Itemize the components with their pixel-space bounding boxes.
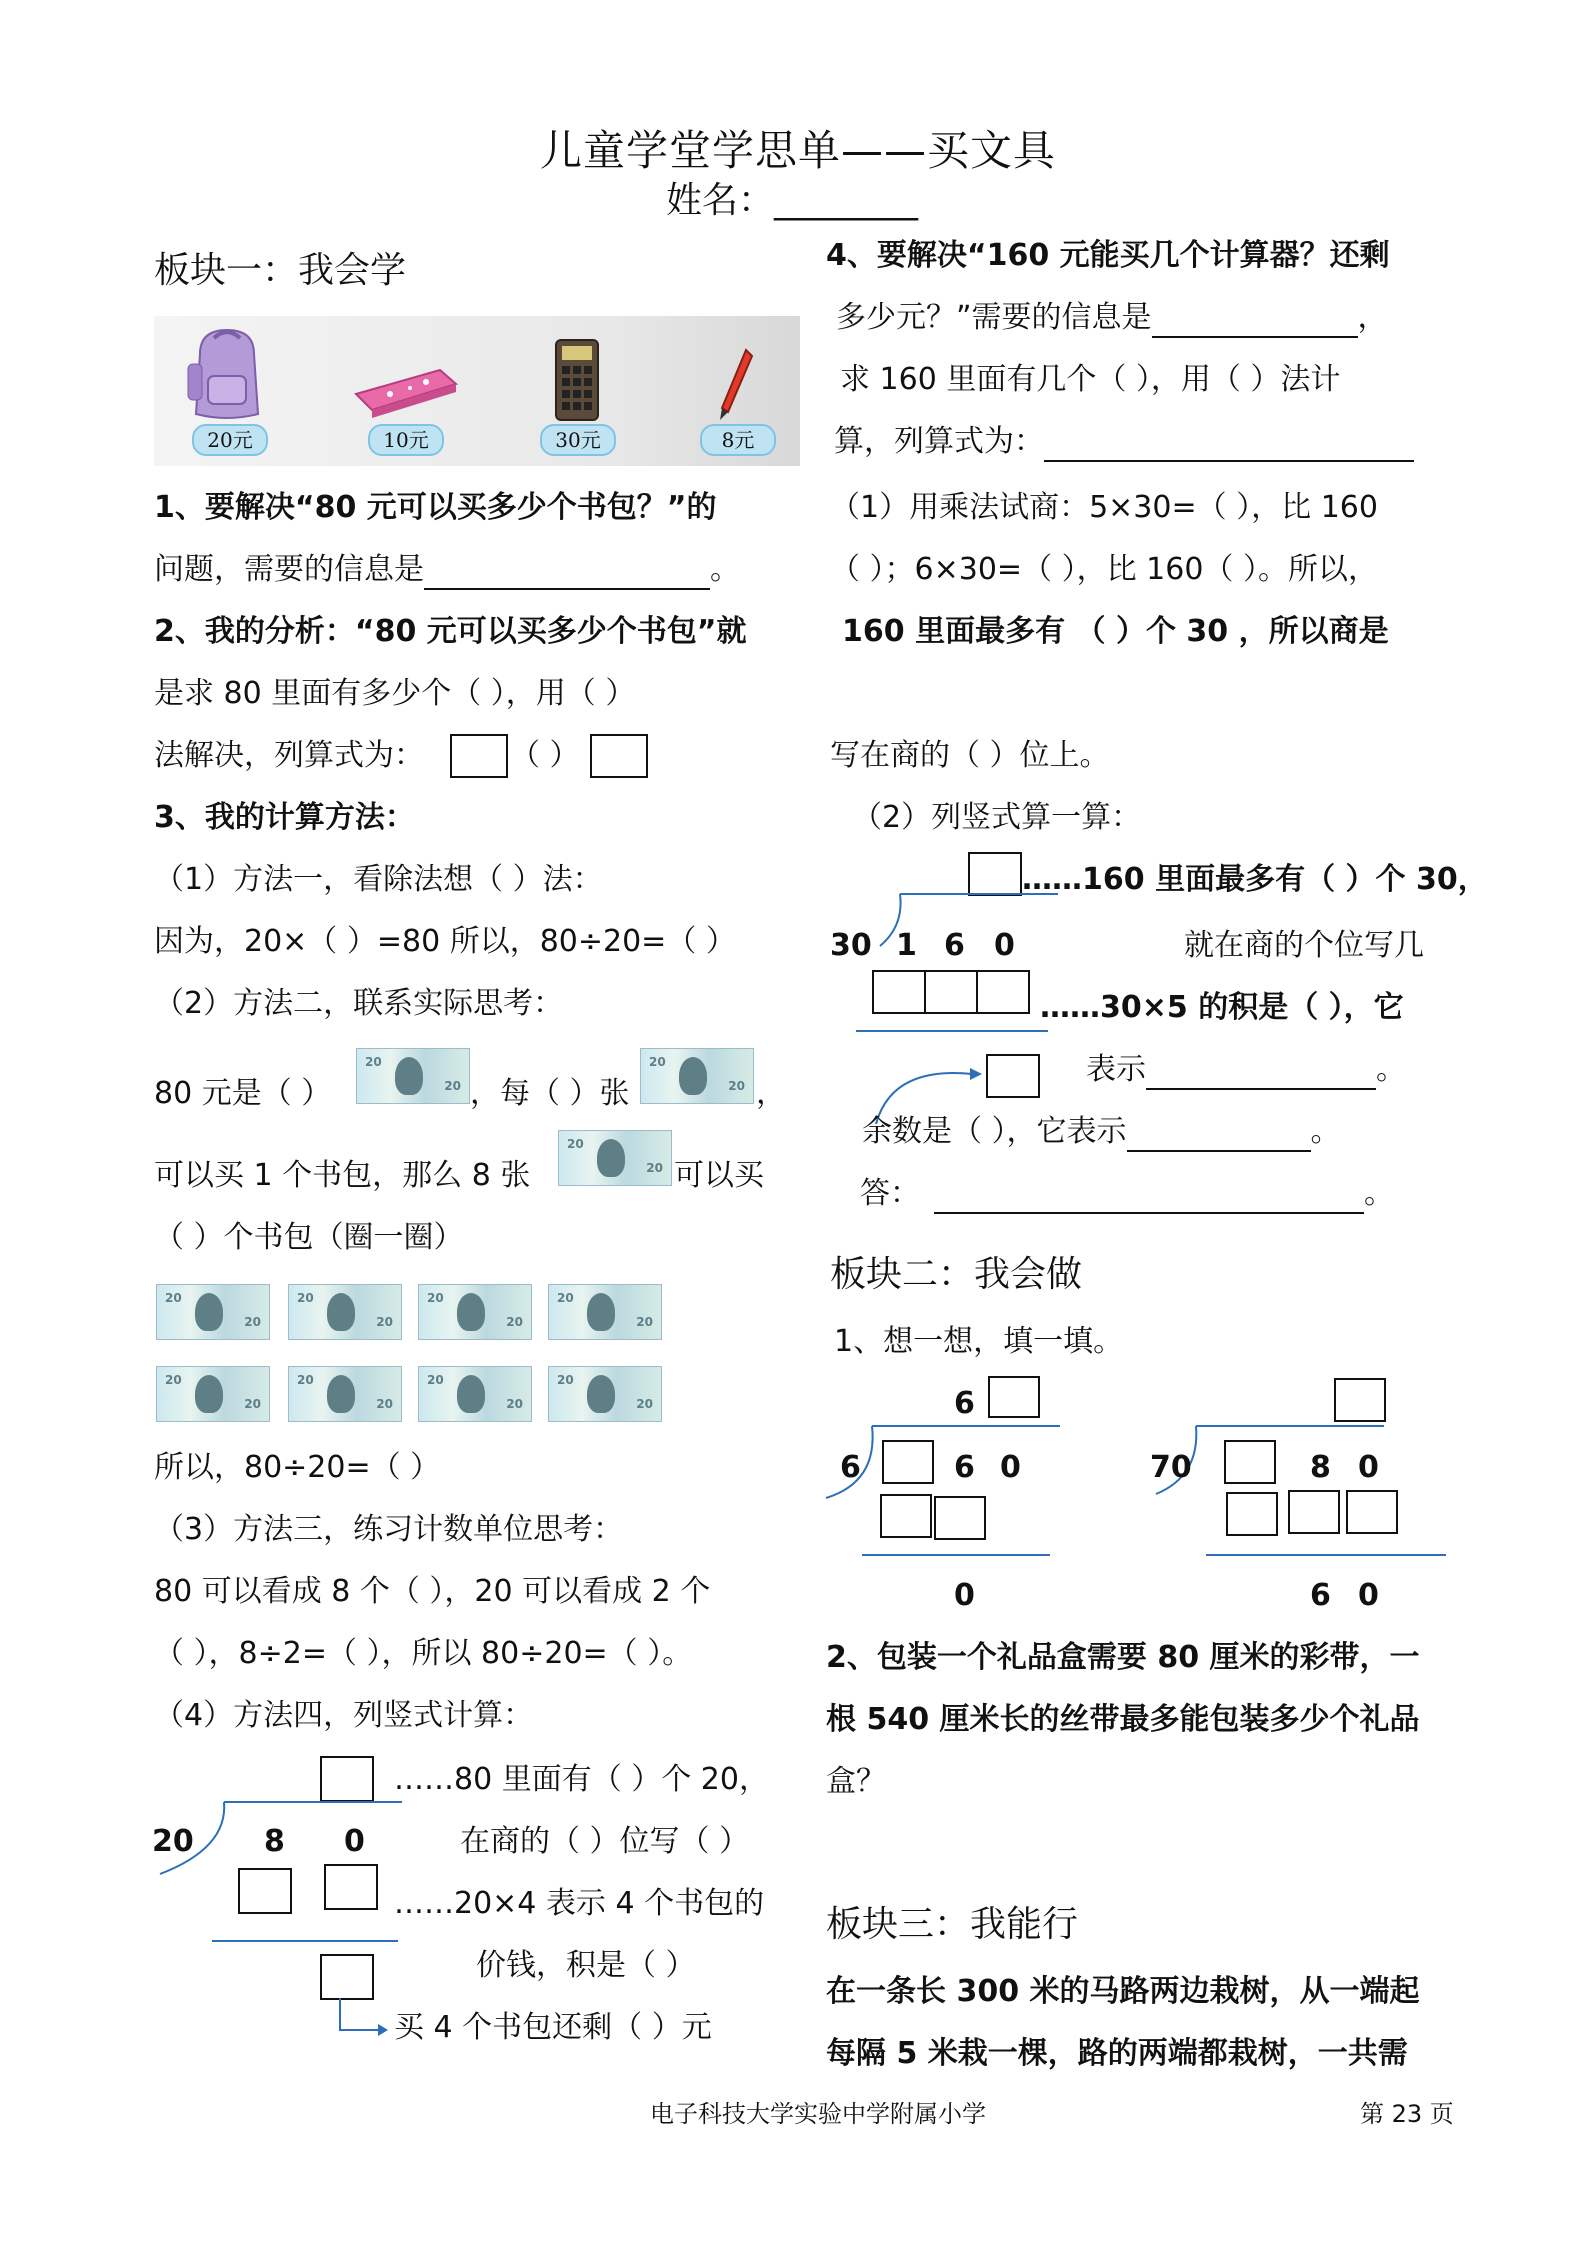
- q4-trial-line1: （1）用乘法试商：5×30=（ ），比 160: [830, 490, 1378, 525]
- p2-dividend-digit: 8: [1310, 1450, 1331, 1485]
- m4-note3: ……20×4 表示 4 个书包的: [394, 1886, 765, 1921]
- section2-q1: 1、想一想，填一填。: [834, 1324, 1124, 1359]
- p2-subtraction-line: [1206, 1554, 1446, 1556]
- q4-product-box[interactable]: [872, 970, 926, 1014]
- q4-subtraction-line: [856, 1030, 1048, 1032]
- banknote-icon[interactable]: 20 20: [156, 1366, 270, 1422]
- method2-line1: （2）方法二，联系实际思考：: [154, 986, 564, 1021]
- m4-dividend-digit: 8: [264, 1824, 285, 1859]
- q4-divisor: 30: [830, 928, 872, 963]
- m4-quotient-box[interactable]: [320, 1756, 374, 1802]
- pen-icon: [716, 346, 756, 422]
- q4-note4-end: 。: [1376, 1052, 1406, 1087]
- q4-label: 多少元？”需要的信息是: [836, 300, 1152, 335]
- p1-dividend-box[interactable]: [882, 1440, 934, 1484]
- m4-subtraction-line: [212, 1940, 398, 1942]
- name-field-row: [666, 172, 918, 223]
- price-tag-calculator: 30元: [540, 424, 616, 456]
- section2-heading: 板块二：我会做: [830, 1254, 1083, 1295]
- p1-dividend-digit: 6: [954, 1450, 975, 1485]
- q3-heading: 3、我的计算方法：: [154, 800, 415, 835]
- p2-product-box[interactable]: [1346, 1490, 1398, 1534]
- price-tag-pen: 8元: [700, 424, 776, 456]
- backpack-icon: [182, 324, 272, 424]
- m4-product-box[interactable]: [238, 1868, 292, 1914]
- method1-line1: （1）方法一，看除法想（ ）法：: [154, 862, 603, 897]
- q4-note1: ……160 里面最多有（ ）个 30，: [1022, 862, 1488, 897]
- q4-answer-blank[interactable]: [934, 1182, 1364, 1214]
- method2-line2-a: 80 元是（ ）: [154, 1076, 332, 1111]
- method2-line3-b: 可以买: [674, 1158, 764, 1193]
- q1-line1: 1、要解决“80 元可以买多少个书包？”的: [154, 490, 717, 525]
- method2-line4: （ ）个书包（圈一圈）: [154, 1220, 464, 1255]
- q2-line1: 2、我的分析：“80 元可以买多少个书包”就: [154, 614, 747, 649]
- method1-line2: 因为，20×（ ）=80 所以，80÷20=（ ）: [154, 924, 736, 959]
- section3-heading: 板块三：我能行: [826, 1904, 1079, 1945]
- banknote-icon: 20 20: [640, 1048, 754, 1104]
- q2-line2: 是求 80 里面有多少个（ ），用（ ）: [154, 676, 636, 711]
- p2-product-box[interactable]: [1288, 1490, 1340, 1534]
- q2-dividend-box[interactable]: [450, 734, 508, 778]
- q4-note4: [1086, 1050, 1406, 1090]
- q4-answer-line: [860, 1174, 1394, 1214]
- q4-remainder-box[interactable]: [986, 1054, 1040, 1098]
- m4-note2: 在商的（ ）位写（ ）: [460, 1824, 750, 1859]
- banknote-icon: 20 20: [558, 1130, 672, 1186]
- q4-meaning-blank[interactable]: [1146, 1058, 1376, 1090]
- q4-note2: 就在商的个位写几: [1184, 928, 1424, 963]
- banknote-icon: 20 20: [356, 1048, 470, 1104]
- q4-line2: [836, 298, 1388, 338]
- banknote-icon[interactable]: 20 20: [156, 1284, 270, 1340]
- method3-line1: （3）方法三，练习计数单位思考：: [154, 1512, 624, 1547]
- p1-quotient-box[interactable]: [988, 1376, 1040, 1418]
- q4-product-box[interactable]: [976, 970, 1030, 1014]
- q4-product-box[interactable]: [924, 970, 978, 1014]
- name-label: 姓名：: [666, 180, 775, 221]
- q4-dividend-digit: 0: [994, 928, 1015, 963]
- p1-remainder: 0: [954, 1578, 975, 1613]
- p1-subtraction-line: [862, 1554, 1050, 1556]
- section3-line1: 在一条长 300 米的马路两边栽树，从一端起: [826, 1974, 1420, 2009]
- p1-product-box[interactable]: [880, 1494, 932, 1538]
- method3-line2: 80 可以看成 8 个（ ），20 可以看成 2 个: [154, 1574, 711, 1609]
- p2-dividend-digit: 0: [1358, 1450, 1379, 1485]
- method2-line2-b: ，每（ ）张: [470, 1076, 630, 1111]
- m4-note4: 价钱，积是（ ）: [476, 1948, 696, 1983]
- q2-operator-paren[interactable]: （ ）: [510, 738, 580, 773]
- q4-remainder-label: 余数是（ ），它表示: [862, 1114, 1127, 1149]
- q4-line2-end: ，: [1357, 300, 1388, 335]
- section3-line2: 每隔 5 米栽一棵，路的两端都栽树，一共需: [826, 2036, 1408, 2071]
- q1-answer-blank[interactable]: [424, 558, 710, 590]
- p1-quotient-digit: 6: [954, 1386, 975, 1421]
- banknote-icon[interactable]: 20 20: [548, 1366, 662, 1422]
- q4-info-blank[interactable]: [1152, 306, 1358, 338]
- method2-line3-a: 可以买 1 个书包，那么 8 张: [154, 1158, 531, 1193]
- q4-line4: [834, 422, 1414, 462]
- page-title: 儿童学堂学思单——买文具: [540, 126, 1057, 175]
- q4-answer-end: 。: [1364, 1176, 1394, 1211]
- section2-q2-line1: 2、包装一个礼品盒需要 80 厘米的彩带，一: [826, 1640, 1420, 1675]
- method2-line2-c: ，: [756, 1076, 786, 1111]
- q4-remainder-line: [862, 1112, 1341, 1152]
- stationery-price-strip: [154, 316, 800, 466]
- p2-remainder-digit: 6: [1310, 1578, 1331, 1613]
- q2-divisor-box[interactable]: [590, 734, 648, 778]
- method2-result: 所以，80÷20=（ ）: [154, 1450, 441, 1485]
- banknote-icon[interactable]: 20 20: [418, 1284, 532, 1340]
- q4-answer-label: 答：: [860, 1176, 920, 1211]
- arrow-icon: [334, 1996, 390, 2040]
- p2-remainder-digit: 0: [1358, 1578, 1379, 1613]
- q4-remainder-end: 。: [1310, 1114, 1341, 1149]
- price-tag-backpack: 20元: [192, 424, 268, 456]
- m4-dividend-digit: 0: [344, 1824, 365, 1859]
- q4-line1: 4、要解决“160 元能买几个计算器？还剩: [826, 238, 1390, 273]
- p1-divisor: 6: [840, 1450, 861, 1485]
- p1-product-box[interactable]: [934, 1496, 986, 1540]
- p2-quotient-box[interactable]: [1334, 1378, 1386, 1422]
- calculator-icon: [554, 338, 600, 422]
- q4-note3: ……30×5 的积是（ ），它: [1040, 990, 1404, 1025]
- q4-trial-line2: （ ）；6×30=（ ），比 160（ ）。所以，: [830, 552, 1378, 587]
- banknote-icon[interactable]: 20 20: [288, 1284, 402, 1340]
- m4-remainder-box[interactable]: [320, 1954, 374, 2000]
- q4-trial-line3: 160 里面最多有 （ ）个 30 ，所以商是: [842, 614, 1389, 649]
- q4-remainder-blank[interactable]: [1127, 1120, 1311, 1152]
- q4-quotient-box[interactable]: [968, 852, 1022, 896]
- section2-q2-line2: 根 540 厘米长的丝带最多能包装多少个礼品: [826, 1702, 1420, 1737]
- banknote-icon[interactable]: 20 20: [548, 1284, 662, 1340]
- footer-school: 电子科技大学实验中学附属小学: [650, 2100, 986, 2128]
- p2-product-box[interactable]: [1226, 1492, 1278, 1536]
- section2-q2-line3: 盒？: [826, 1764, 886, 1799]
- footer-page-number: 第 23 页: [1360, 2100, 1454, 2128]
- q1-end: 。: [710, 552, 740, 587]
- name-blank[interactable]: ________: [774, 180, 919, 221]
- q4-dividend-digit: 6: [944, 928, 965, 963]
- p2-dividend-box[interactable]: [1224, 1440, 1276, 1484]
- p1-dividend-digit: 0: [1000, 1450, 1021, 1485]
- method3-line3: （ ），8÷2=（ ），所以 80÷20=（ ）。: [154, 1636, 693, 1671]
- pencil-case-icon: [350, 364, 460, 420]
- banknote-icon[interactable]: 20 20: [288, 1366, 402, 1422]
- section1-heading: 板块一：我会学: [154, 250, 407, 291]
- q4-trial-line4: 写在商的（ ）位上。: [830, 738, 1110, 773]
- q2-line3: 法解决，列算式为：: [154, 738, 424, 773]
- m4-product-box[interactable]: [324, 1864, 378, 1910]
- q4-note4-label: 表示: [1086, 1052, 1146, 1087]
- q4-line3: 求 160 里面有几个（ ），用（ ）法计: [840, 362, 1341, 397]
- q1-line2: [154, 550, 740, 590]
- price-tag-pencil-case: 10元: [368, 424, 444, 456]
- method4-heading: （4）方法四，列竖式计算：: [154, 1698, 534, 1733]
- m4-note5: 买 4 个书包还剩（ ）元: [394, 2010, 712, 2045]
- m4-divisor: 20: [152, 1824, 194, 1859]
- q4-dividend-digit: 1: [896, 928, 917, 963]
- p2-divisor: 70: [1150, 1450, 1192, 1485]
- m4-note1: ……80 里面有（ ）个 20，: [394, 1762, 769, 1797]
- banknote-icon[interactable]: 20 20: [418, 1366, 532, 1422]
- q4-vertical-heading: （2）列竖式算一算：: [852, 800, 1142, 835]
- q4-formula-blank[interactable]: [1044, 430, 1414, 462]
- q1-label: 问题，需要的信息是: [154, 552, 424, 587]
- q4-formula-label: 算，列算式为：: [834, 424, 1044, 459]
